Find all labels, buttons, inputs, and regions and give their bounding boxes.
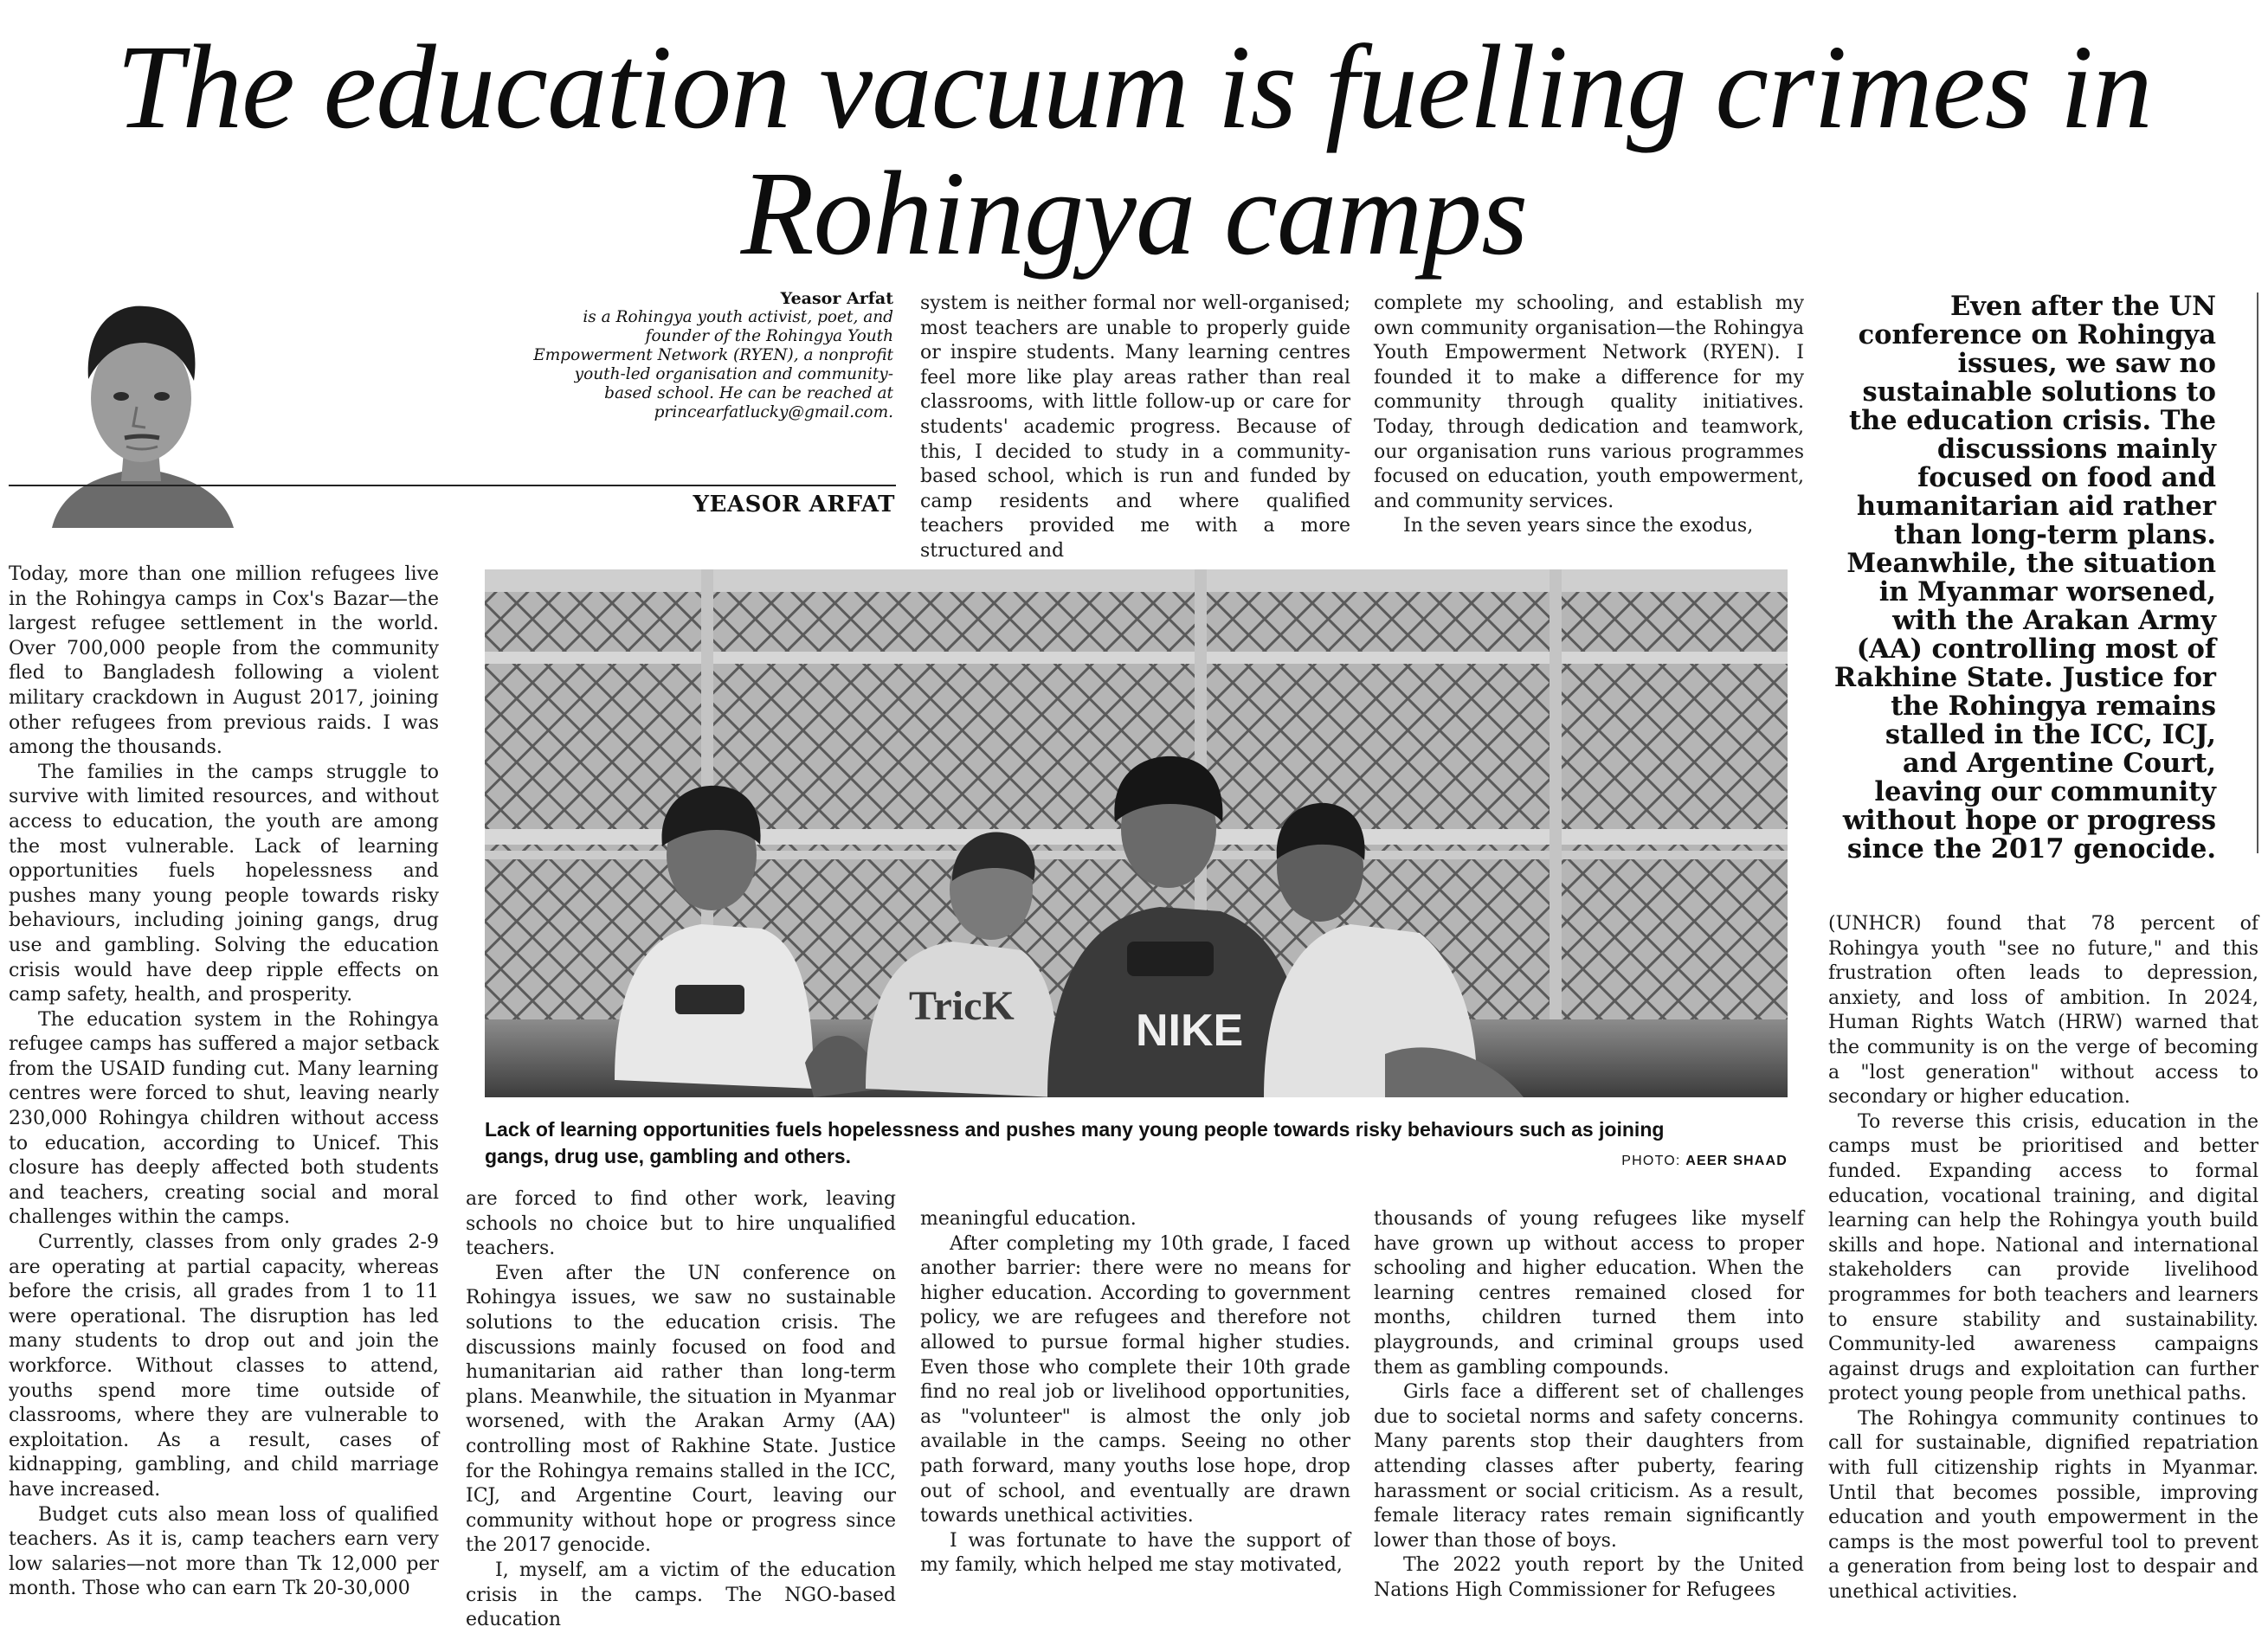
headline: The education vacuum is fuelling crimes in Rohingya camps bbox=[116, 21, 2152, 280]
paragraph: The education system in the Rohingya refugee camps has suffered a major setback from the USAID funding cut. Many learning centres were forced to shut, leaving nearly 230,000 Rohingya children without access to education, according to Unicef. This closure has deeply affected both students and teachers, creating social and moral challenges within the camps. bbox=[9, 1008, 439, 1229]
column-1 bbox=[9, 563, 439, 1602]
shirt-text-trick: TricK bbox=[909, 983, 1015, 1029]
column-2-bottom bbox=[466, 1187, 896, 1633]
photo-caption: Lack of learning opportunities fuels hopelessness and pushes many young people towards risky behaviours such as joining gangs, drug use, gambling and others. bbox=[485, 1118, 1665, 1167]
paragraph: To reverse this crisis, education in the camps must be prioritised and better funded. Expanding access to formal education, vocational training, and digital learning can help the Rohingya youth build skills and hope. National and international stakeholders can provide livelihood programmes for both teachers and learners to ensure stability and sustainability. Community-led awareness campaigns against drugs and exploitation can further protect young people from unethical paths. bbox=[1828, 1110, 2258, 1405]
paragraph: Girls face a different set of challenges due to societal norms and safety concerns. Many parents stop their daughters from attending classes after puberty, fearing harassment or social criticism. As a result, female literacy rates remain significantly lower than those of boys. bbox=[1374, 1381, 1804, 1552]
paragraph: I, myself, am a victim of the education crisis in the camps. The NGO-based education bbox=[466, 1559, 896, 1631]
paragraph: are forced to find other work, leaving schools no choice but to hire unqualified teachers. bbox=[466, 1188, 896, 1260]
main-photo bbox=[485, 569, 1788, 1097]
column-3-top bbox=[920, 292, 1350, 564]
photo-credit-label: PHOTO: bbox=[1621, 1154, 1681, 1168]
paragraph: The 2022 youth report by the United Nations High Commissioner for Refugees bbox=[1374, 1554, 1804, 1601]
paragraph: system is neither formal nor well-organised; most teachers are unable to properly guide or inspire students. Many learning centres feel more like play areas rather than real classrooms, with little follow-up or care for students' academic progress. Because of this, I decided to study in a community-based school, which is run and funded by camp residents and where qualified teachers provided me with a more structured and bbox=[920, 293, 1350, 562]
paragraph: Even after the UN conference on Rohingya issues, we saw no sustainable solutions to the education crisis. The discussions mainly focused on food and humanitarian aid rather than long-term plans. Meanwhile, the situation in Myanmar worsened, with the Arakan Army (AA) controlling most of Rakhine State. Justice for the Rohingya remains stalled in the ICC, ICJ, and Argentine Court, leaving our community without hope or progress since the 2017 genocide. bbox=[466, 1262, 896, 1557]
paragraph: complete my schooling, and establish my own community organisation—the Rohingya Youth Empowerment Network (RYEN). I founded it to make a difference for my community through quality initiatives. Today, through dedication and teamwork, our organisation runs various programmes focused on education, youth empowerment, and community services. bbox=[1374, 293, 1804, 512]
paragraph: Today, more than one million refugees live in the Rohingya camps in Cox's Bazar—the largest refugee settlement in the world. Over 700,000 people from the community fled to Bangladesh following a violent military crackdown in August 2017, joining other refugees from previous raids. I was among the thousands. bbox=[9, 563, 439, 759]
author-divider bbox=[9, 485, 896, 486]
paragraph: After completing my 10th grade, I faced another barrier: there were no means for higher education. According to government policy, we are refugees and therefore not allowed to pursue formal higher studies. Even those who complete their 10th grade find no real job or livelihood opportunities, as "volunteer" is almost the only job available in the camps. Seeing no other path forward, many youths lose hope, drop out of school, and eventually are drawn towards unethical activities. bbox=[920, 1232, 1350, 1527]
author-portrait bbox=[35, 286, 247, 528]
byline bbox=[530, 289, 893, 422]
shirt-text-nike: NIKE bbox=[1136, 1006, 1244, 1056]
paragraph: The families in the camps struggle to survive with limited resources, and without access to education, the youth are among the most vulnerable. Lack of learning opportunities fuels hopelessness and pushes many young people towards risky behaviours, including joining gangs, drug use and gambling. Solving the education crisis would have deep ripple effects on camp safety, health, and prosperity. bbox=[9, 761, 439, 1006]
column-3-bottom bbox=[920, 1207, 1350, 1578]
photo-credit-name: AEER SHAAD bbox=[1685, 1154, 1788, 1168]
column-5 bbox=[1828, 912, 2258, 1605]
photo-credit bbox=[1558, 1154, 1788, 1169]
paragraph: Budget cuts also mean loss of qualified teachers. As it is, camp teachers earn very low salaries—not more than Tk 12,000 per month. Those who can earn Tk 20-30,000 bbox=[9, 1503, 439, 1600]
paragraph: The Rohingya community continues to call for sustainable, dignified repatriation with full citizenship rights in Myanmar. Until that becomes possible, improving education and youth empowerment in the camps is the most powerful tool to prevent a generation from being lost to despair and unethical activities. bbox=[1828, 1407, 2258, 1604]
author-tag: YEASOR ARFAT bbox=[693, 492, 895, 518]
byline-name: Yeasor Arfat bbox=[780, 289, 893, 308]
column-4-top bbox=[1374, 292, 1804, 539]
paragraph: meaningful education. bbox=[920, 1208, 1137, 1230]
paragraph: Currently, classes from only grades 2-9 are operating at partial capacity, whereas before the crisis, all grades from 1 to 11 were operational. The disruption has led many students to drop out and join the workforce. Without classes to attend, youths spend more time outside of classrooms, where they are vulnerable to exploitation. As a result, cases of kidnapping, gambling, and child marriage have increased. bbox=[9, 1231, 439, 1501]
paragraph: thousands of young refugees like myself have grown up without access to proper schooling and higher education. When the learning centres remained closed for months, children turned them into playgrounds, and criminal groups used them as gambling compounds. bbox=[1374, 1208, 1804, 1379]
column-4-bottom bbox=[1374, 1207, 1804, 1604]
paragraph: (UNHCR) found that 78 percent of Rohingya youth "see no future," and this frustration often leads to depression, anxiety, and loss of ambition. In 2024, Human Rights Watch (HRW) warned that the community is on the verge of becoming a "lost generation" without access to secondary or higher education. bbox=[1828, 913, 2258, 1109]
pull-quote-rule bbox=[2257, 293, 2258, 853]
pull-quote: Even after the UN conference on Rohingya issues, we saw no sustainable solutions to the education crisis. The discussions mainly focused on food and humanitarian aid rather than long-term plans. Meanwhile, the situation in Myanmar worsened, with the Arakan Army (AA) controlling most of Rakhine State. Justice for the Rohingya remains stalled in the ICC, ICJ, and Argentine Court, leaving our community without hope or progress since the 2017 genocide. bbox=[1833, 291, 2216, 865]
paragraph: I was fortunate to have the support of my family, which helped me stay motivated, bbox=[920, 1529, 1350, 1577]
byline-bio: is a Rohingya youth activist, poet, and founder of the Rohingya Youth Empowerment Network (RYEN), a nonprofit youth-led organisation and community-based school. He can be reached at princearfatlucky@gmail.com. bbox=[533, 308, 893, 421]
paragraph: In the seven years since the exodus, bbox=[1403, 515, 1754, 537]
